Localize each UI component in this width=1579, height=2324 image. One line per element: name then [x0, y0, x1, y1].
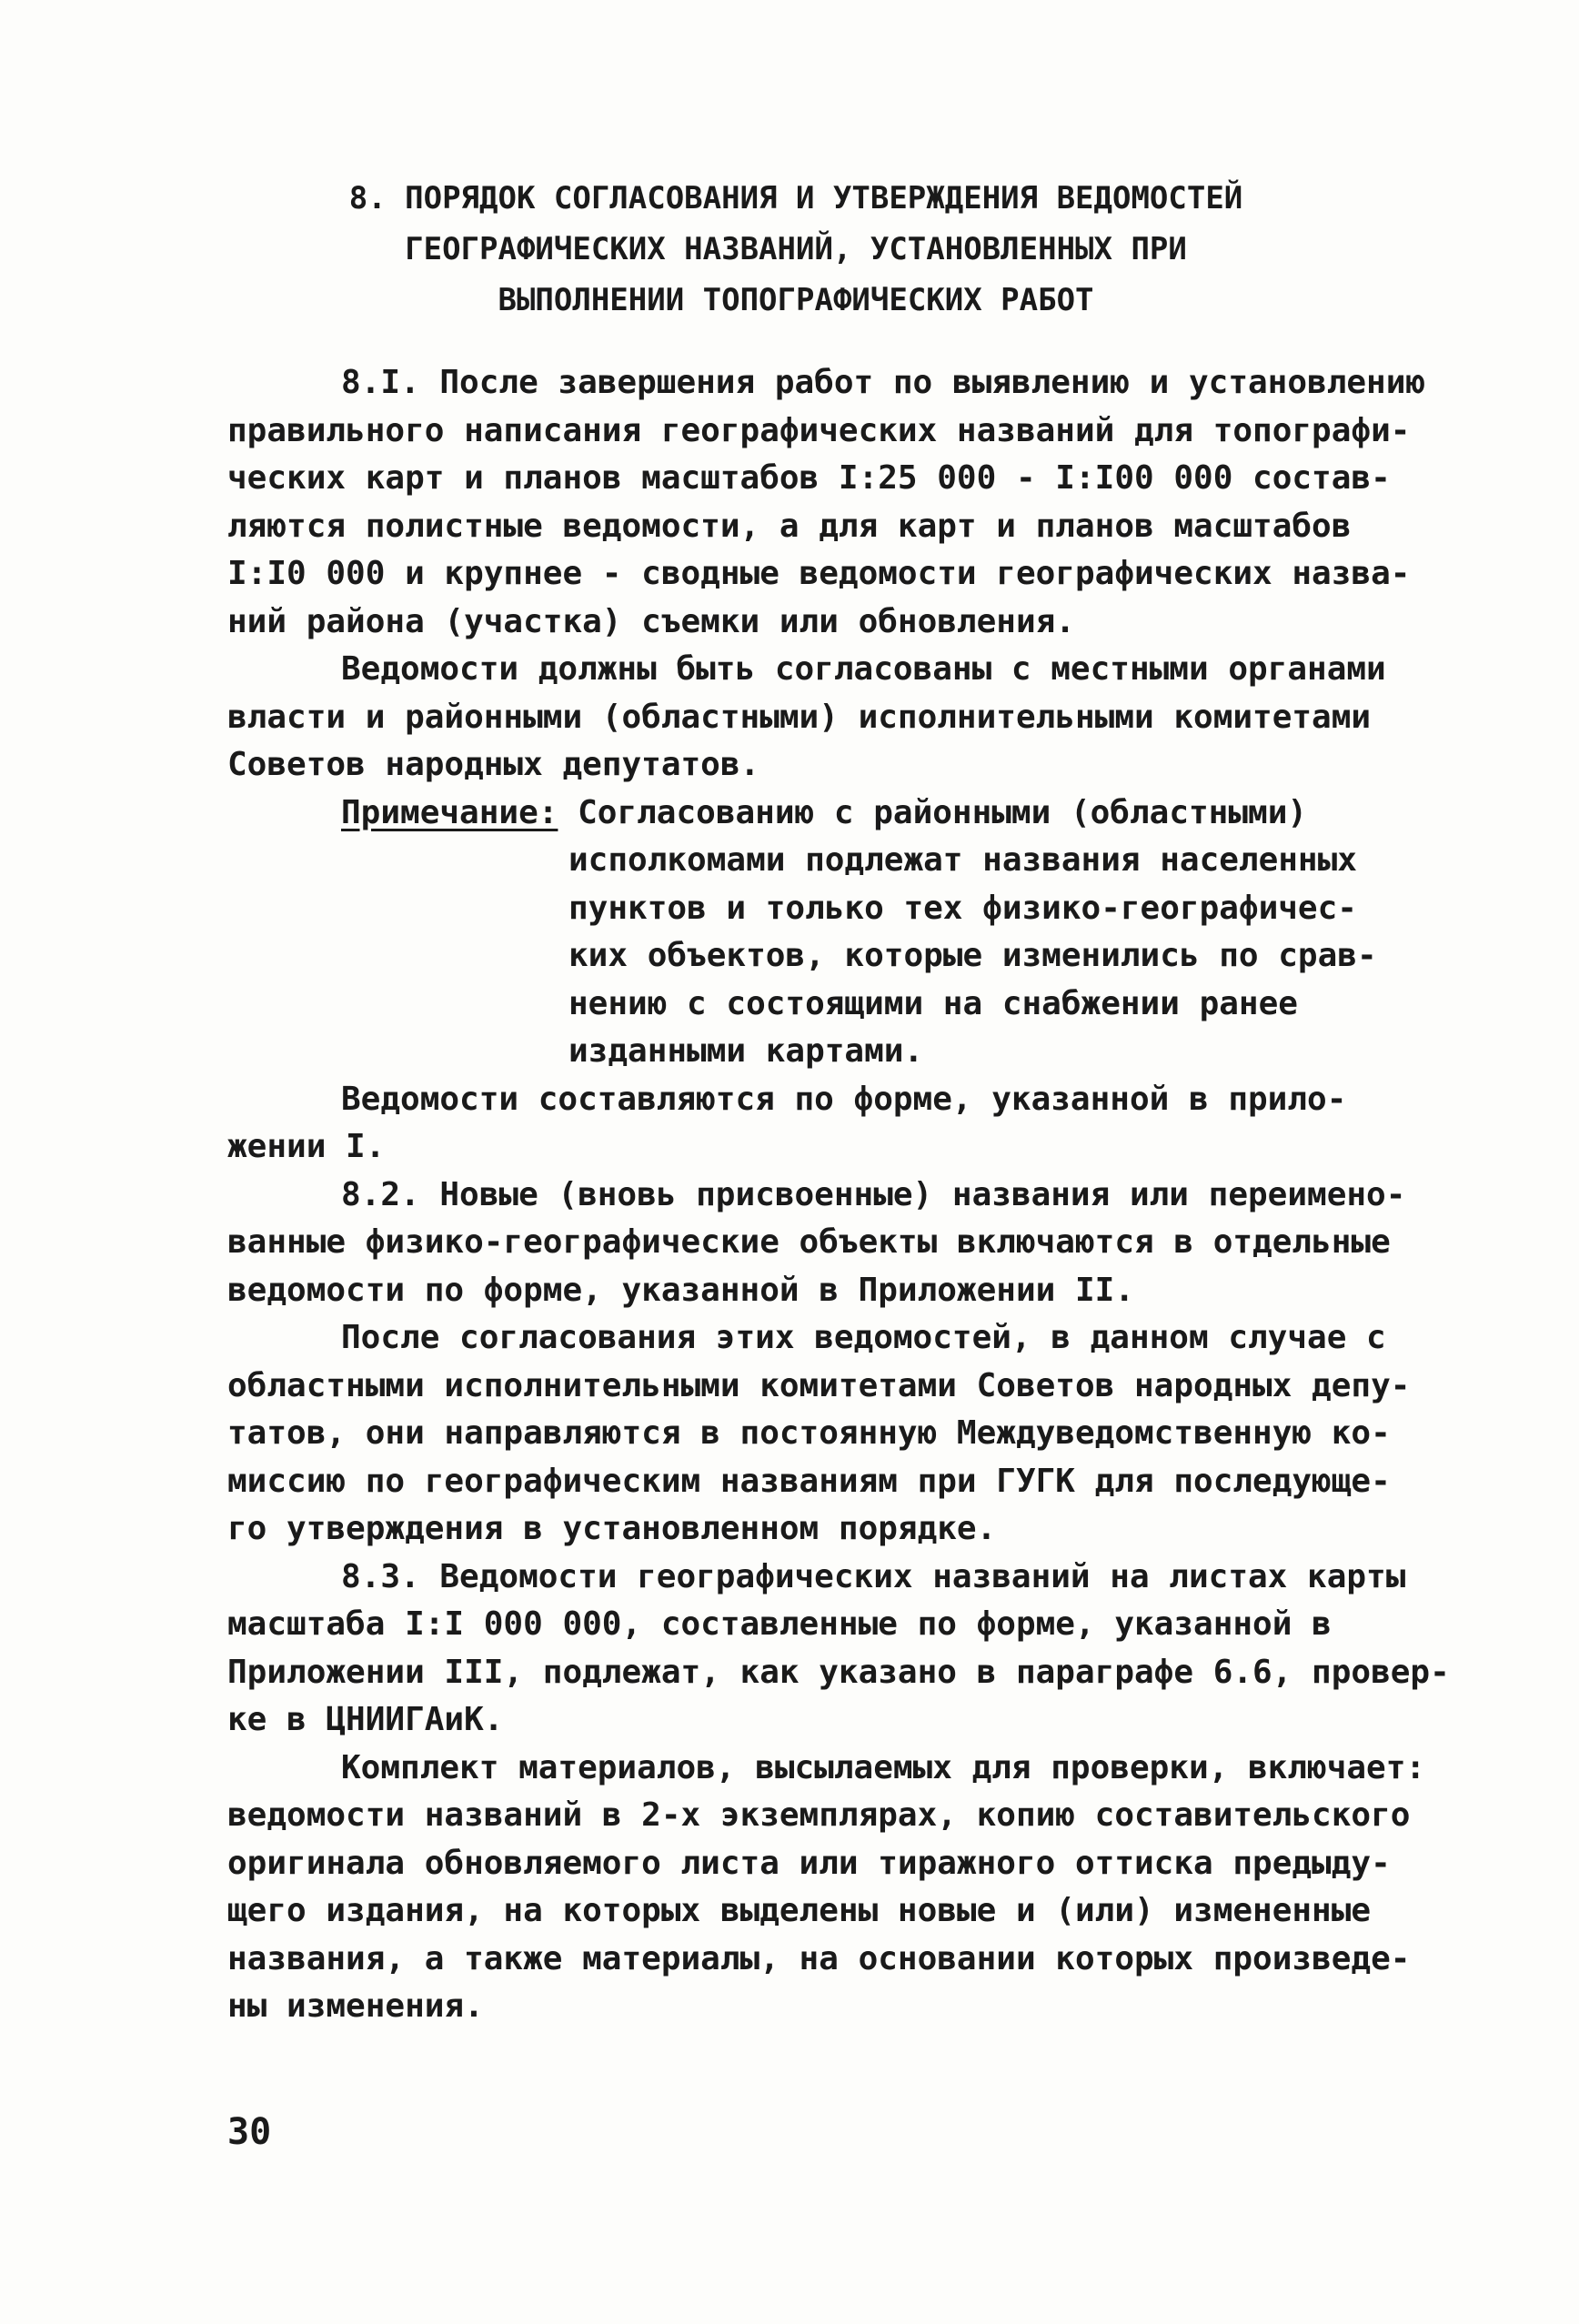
- text-line: ке в ЦНИИГАиК.: [227, 1701, 504, 1738]
- text-line: миссию по географическим названиям при ГУГК для последующе-: [227, 1462, 1391, 1500]
- text-line: ведомости по форме, указанной в Приложении II.: [227, 1271, 1134, 1309]
- text-line: 8.3. Ведомости географических названий на листах карты: [341, 1557, 1406, 1595]
- text-line: 8.2. Новые (вновь присвоенные) названия или переимено-: [341, 1175, 1406, 1213]
- text-line: го утверждения в установленном порядке.: [227, 1510, 997, 1547]
- text-line: Приложении III, подлежат, как указано в параграфе 6.6, провер-: [227, 1653, 1450, 1691]
- text-line: После согласования этих ведомостей, в данном случае с: [341, 1319, 1386, 1356]
- paragraph-form-reference: [227, 1076, 1419, 1172]
- text-line: щего издания, на которых выделены новые и (или) измененные: [227, 1892, 1372, 1929]
- document-body: [227, 359, 1450, 2031]
- paragraph-8-1: [227, 359, 1426, 646]
- page-number: 30: [227, 2111, 272, 2153]
- text-line: масштаба I:I 000 000, составленные по форме, указанной в: [227, 1605, 1332, 1643]
- section-heading: [227, 173, 1364, 326]
- text-line: Ведомости должны быть согласованы с местными органами: [341, 650, 1386, 688]
- paragraph-materials: [227, 1745, 1426, 2031]
- text-line: ляются полистные ведомости, а для карт и планов масштабов: [227, 507, 1352, 545]
- note-first-text: Согласованию с районными (областными): [578, 793, 1308, 831]
- paragraph-8-3: [227, 1554, 1450, 1745]
- text-line: названия, а также материалы, на основании которых произведе-: [227, 1939, 1411, 1977]
- note-line: ких объектов, которые изменились по срав-: [568, 937, 1377, 974]
- text-line: 8.I. После завершения работ по выявлению и установлению: [341, 364, 1426, 401]
- heading-line-1: 8. ПОРЯДОК СОГЛАСОВАНИЯ И УТВЕРЖДЕНИЯ ВЕДОМОСТЕЙ: [348, 180, 1243, 216]
- note-line: нению с состоящими на снабжении ранее: [568, 984, 1298, 1022]
- note-line: изданными картами.: [568, 1032, 924, 1070]
- text-line: правильного написания географических названий для топографи-: [227, 411, 1411, 449]
- note-block: [227, 790, 1419, 1076]
- heading-line-2: ГЕОГРАФИЧЕСКИХ НАЗВАНИЙ, УСТАНОВЛЕННЫХ ПРИ: [405, 231, 1187, 267]
- text-line: Советов народных депутатов.: [227, 746, 760, 783]
- paragraph-commission: [227, 1314, 1419, 1554]
- text-line: жении I.: [227, 1128, 386, 1165]
- text-line: I:I0 000 и крупнее - сводные ведомости географических назва-: [227, 555, 1411, 592]
- text-line: ческих карт и планов масштабов I:25 000 - I:I00 000 состав-: [227, 459, 1391, 497]
- text-line: власти и районными (областными) исполнительными комитетами: [227, 698, 1372, 736]
- text-line: ванные физико-географические объекты включаются в отдельные: [227, 1223, 1391, 1261]
- text-line: татов, они направляются в постоянную Междуведомственную ко-: [227, 1414, 1391, 1452]
- text-line: областными исполнительными комитетами Советов народных депу-: [227, 1366, 1411, 1404]
- text-line: ведомости названий в 2-х экземплярах, копию составительского: [227, 1796, 1411, 1834]
- heading-line-3: ВЫПОЛНЕНИИ ТОПОГРАФИЧЕСКИХ РАБОТ: [498, 282, 1094, 318]
- text-line: Комплект материалов, высылаемых для проверки, включает:: [341, 1748, 1426, 1786]
- text-line: Ведомости составляются по форме, указанной в прило-: [341, 1080, 1347, 1118]
- text-line: ний района (участка) съемки или обновления.: [227, 602, 1075, 640]
- paragraph-approval: [227, 646, 1419, 790]
- text-line: оригинала обновляемого листа или тиражного оттиска предыду-: [227, 1844, 1391, 1882]
- text-line: ны изменения.: [227, 1987, 484, 2025]
- note-line: исполкомами подлежат названия населенных: [568, 841, 1357, 879]
- note-line: пунктов и только тех физико-географичес-: [568, 889, 1357, 927]
- note-label: Примечание:: [341, 793, 558, 831]
- note-first-line: [227, 790, 1419, 838]
- paragraph-8-2: [227, 1172, 1419, 1315]
